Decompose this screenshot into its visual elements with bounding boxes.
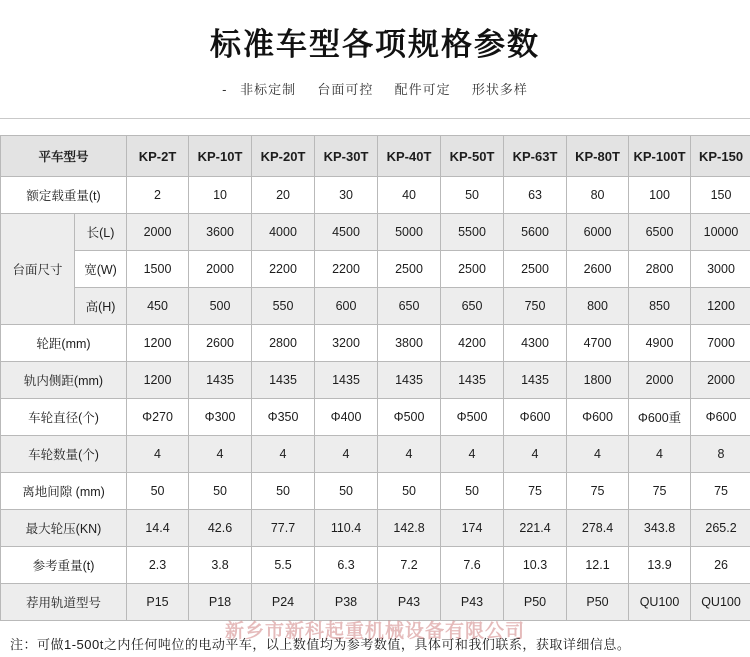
table-row bbox=[1, 177, 750, 214]
cell: 50 bbox=[441, 177, 504, 214]
row-label-wheelbase: 轮距(mm) bbox=[1, 325, 127, 362]
cell: 2000 bbox=[127, 214, 189, 251]
cell: 2200 bbox=[315, 251, 378, 288]
cell: 650 bbox=[441, 288, 504, 325]
cell: 850 bbox=[629, 288, 691, 325]
header-model-0: KP-2T bbox=[127, 136, 189, 177]
header-model-6: KP-63T bbox=[504, 136, 567, 177]
cell: 600 bbox=[315, 288, 378, 325]
cell: 2500 bbox=[504, 251, 567, 288]
cell: 2.3 bbox=[127, 547, 189, 584]
row-label-rated-load: 额定载重量(t) bbox=[1, 177, 127, 214]
cell: 40 bbox=[378, 177, 441, 214]
cell: Φ300 bbox=[189, 399, 252, 436]
cell: P24 bbox=[252, 584, 315, 621]
cell: 12.1 bbox=[567, 547, 629, 584]
cell: 4 bbox=[252, 436, 315, 473]
cell: 2600 bbox=[189, 325, 252, 362]
subtitle-item-0: 非标定制 bbox=[240, 82, 297, 98]
cell: 7000 bbox=[691, 325, 750, 362]
cell: 50 bbox=[441, 473, 504, 510]
cell: 150 bbox=[691, 177, 750, 214]
cell: 4 bbox=[629, 436, 691, 473]
table-row bbox=[1, 251, 750, 288]
cell: 50 bbox=[252, 473, 315, 510]
row-label-max-wheel-pressure: 最大轮压(KN) bbox=[1, 510, 127, 547]
cell: 3000 bbox=[691, 251, 750, 288]
header-divider bbox=[0, 118, 750, 119]
header-model-5: KP-50T bbox=[441, 136, 504, 177]
specifications-table bbox=[0, 135, 750, 621]
cell: 174 bbox=[441, 510, 504, 547]
header-model-1: KP-10T bbox=[189, 136, 252, 177]
header-model-7: KP-80T bbox=[567, 136, 629, 177]
cell: 6000 bbox=[567, 214, 629, 251]
cell: 2200 bbox=[252, 251, 315, 288]
cell: 2500 bbox=[378, 251, 441, 288]
cell: 1435 bbox=[315, 362, 378, 399]
cell: 1435 bbox=[378, 362, 441, 399]
cell: 2000 bbox=[189, 251, 252, 288]
cell: 3800 bbox=[378, 325, 441, 362]
table-row bbox=[1, 473, 750, 510]
cell: Φ500 bbox=[378, 399, 441, 436]
row-label-width: 宽(W) bbox=[75, 251, 127, 288]
cell: P43 bbox=[441, 584, 504, 621]
row-label-height: 高(H) bbox=[75, 288, 127, 325]
row-label-recommended-rail: 荐用轨道型号 bbox=[1, 584, 127, 621]
cell: 2800 bbox=[252, 325, 315, 362]
cell: 5.5 bbox=[252, 547, 315, 584]
cell: 50 bbox=[189, 473, 252, 510]
cell: P15 bbox=[127, 584, 189, 621]
cell: 343.8 bbox=[629, 510, 691, 547]
cell: QU100 bbox=[691, 584, 750, 621]
cell: 80 bbox=[567, 177, 629, 214]
page-subtitle bbox=[0, 79, 750, 98]
cell: 4900 bbox=[629, 325, 691, 362]
cell: 4000 bbox=[252, 214, 315, 251]
cell: 4 bbox=[315, 436, 378, 473]
cell: 5600 bbox=[504, 214, 567, 251]
cell: 1200 bbox=[127, 325, 189, 362]
cell: 221.4 bbox=[504, 510, 567, 547]
cell: 2800 bbox=[629, 251, 691, 288]
cell: Φ400 bbox=[315, 399, 378, 436]
cell: 4 bbox=[127, 436, 189, 473]
cell: 13.9 bbox=[629, 547, 691, 584]
cell: 2500 bbox=[441, 251, 504, 288]
cell: 1200 bbox=[691, 288, 750, 325]
header-model-2: KP-20T bbox=[252, 136, 315, 177]
cell: 50 bbox=[127, 473, 189, 510]
cell: 4 bbox=[504, 436, 567, 473]
cell: 2000 bbox=[691, 362, 750, 399]
row-label-rail-inner-gauge: 轨内侧距(mm) bbox=[1, 362, 127, 399]
cell: 75 bbox=[691, 473, 750, 510]
cell: 1435 bbox=[441, 362, 504, 399]
cell: 7.2 bbox=[378, 547, 441, 584]
cell: 50 bbox=[378, 473, 441, 510]
cell: 4500 bbox=[315, 214, 378, 251]
table-row bbox=[1, 288, 750, 325]
cell: 63 bbox=[504, 177, 567, 214]
cell: 2 bbox=[127, 177, 189, 214]
cell: 7.6 bbox=[441, 547, 504, 584]
cell: 750 bbox=[504, 288, 567, 325]
cell: 1435 bbox=[504, 362, 567, 399]
cell: 4700 bbox=[567, 325, 629, 362]
cell: P50 bbox=[504, 584, 567, 621]
cell: 5500 bbox=[441, 214, 504, 251]
cell: 2000 bbox=[629, 362, 691, 399]
cell: 1435 bbox=[189, 362, 252, 399]
cell: 8 bbox=[691, 436, 750, 473]
cell: 4 bbox=[189, 436, 252, 473]
row-label-wheel-diameter: 车轮直径(个) bbox=[1, 399, 127, 436]
cell: 1435 bbox=[252, 362, 315, 399]
cell: P18 bbox=[189, 584, 252, 621]
cell: 26 bbox=[691, 547, 750, 584]
footnote: 注：可做1-500t之内任何吨位的电动平车，以上数值均为参考数值，具体可和我们联系，获取详细信息。 bbox=[10, 637, 631, 653]
cell: Φ600 bbox=[691, 399, 750, 436]
table-row bbox=[1, 214, 750, 251]
subtitle-dash: - bbox=[222, 82, 228, 98]
cell: 110.4 bbox=[315, 510, 378, 547]
cell: Φ600 bbox=[504, 399, 567, 436]
cell: P43 bbox=[378, 584, 441, 621]
header-model-3: KP-30T bbox=[315, 136, 378, 177]
header-model-4: KP-40T bbox=[378, 136, 441, 177]
cell: 3600 bbox=[189, 214, 252, 251]
row-label-ground-clearance: 离地间隙 (mm) bbox=[1, 473, 127, 510]
cell: 6500 bbox=[629, 214, 691, 251]
subtitle-item-1: 台面可控 bbox=[317, 82, 374, 98]
cell: QU100 bbox=[629, 584, 691, 621]
cell: 6.3 bbox=[315, 547, 378, 584]
cell: 100 bbox=[629, 177, 691, 214]
cell: 4300 bbox=[504, 325, 567, 362]
cell: 10.3 bbox=[504, 547, 567, 584]
cell: 1500 bbox=[127, 251, 189, 288]
table-row bbox=[1, 325, 750, 362]
cell: 4 bbox=[567, 436, 629, 473]
header-model-label: 平车型号 bbox=[1, 136, 127, 177]
row-label-wheel-count: 车轮数量(个) bbox=[1, 436, 127, 473]
subtitle-item-2: 配件可定 bbox=[394, 82, 451, 98]
page-title: 标准车型各项规格参数 bbox=[210, 27, 540, 62]
cell: 3200 bbox=[315, 325, 378, 362]
header-model-9: KP-150 bbox=[691, 136, 750, 177]
cell: Φ600 bbox=[567, 399, 629, 436]
cell: P38 bbox=[315, 584, 378, 621]
cell: Φ350 bbox=[252, 399, 315, 436]
cell: 42.6 bbox=[189, 510, 252, 547]
cell: 3.8 bbox=[189, 547, 252, 584]
cell: 75 bbox=[504, 473, 567, 510]
cell: 30 bbox=[315, 177, 378, 214]
cell: 800 bbox=[567, 288, 629, 325]
header-model-8: KP-100T bbox=[629, 136, 691, 177]
cell: 4 bbox=[441, 436, 504, 473]
cell: 77.7 bbox=[252, 510, 315, 547]
cell: 142.8 bbox=[378, 510, 441, 547]
group-label-platform-size: 台面尺寸 bbox=[1, 214, 75, 325]
cell: 20 bbox=[252, 177, 315, 214]
cell: 50 bbox=[315, 473, 378, 510]
cell: P50 bbox=[567, 584, 629, 621]
cell: 10000 bbox=[691, 214, 750, 251]
subtitle-item-3: 形状多样 bbox=[471, 82, 528, 98]
cell: 265.2 bbox=[691, 510, 750, 547]
row-label-length: 长(L) bbox=[75, 214, 127, 251]
table-row bbox=[1, 436, 750, 473]
table-row bbox=[1, 399, 750, 436]
table-row bbox=[1, 362, 750, 399]
table-row bbox=[1, 584, 750, 621]
cell: 650 bbox=[378, 288, 441, 325]
cell: 2600 bbox=[567, 251, 629, 288]
cell: 5000 bbox=[378, 214, 441, 251]
cell: 550 bbox=[252, 288, 315, 325]
cell: 4200 bbox=[441, 325, 504, 362]
company-watermark: 新乡市新科起重机械设备有限公司 bbox=[224, 621, 525, 642]
cell: 1800 bbox=[567, 362, 629, 399]
cell: 14.4 bbox=[127, 510, 189, 547]
cell: 75 bbox=[567, 473, 629, 510]
cell: 450 bbox=[127, 288, 189, 325]
cell: 4 bbox=[378, 436, 441, 473]
cell: 278.4 bbox=[567, 510, 629, 547]
table-header-row bbox=[1, 136, 750, 177]
row-label-reference-weight: 参考重量(t) bbox=[1, 547, 127, 584]
table-row bbox=[1, 547, 750, 584]
cell: 10 bbox=[189, 177, 252, 214]
table-row bbox=[1, 510, 750, 547]
cell: 1200 bbox=[127, 362, 189, 399]
cell: Φ270 bbox=[127, 399, 189, 436]
cell: 500 bbox=[189, 288, 252, 325]
cell: Φ500 bbox=[441, 399, 504, 436]
cell: 75 bbox=[629, 473, 691, 510]
cell: Φ600重 bbox=[629, 399, 691, 436]
